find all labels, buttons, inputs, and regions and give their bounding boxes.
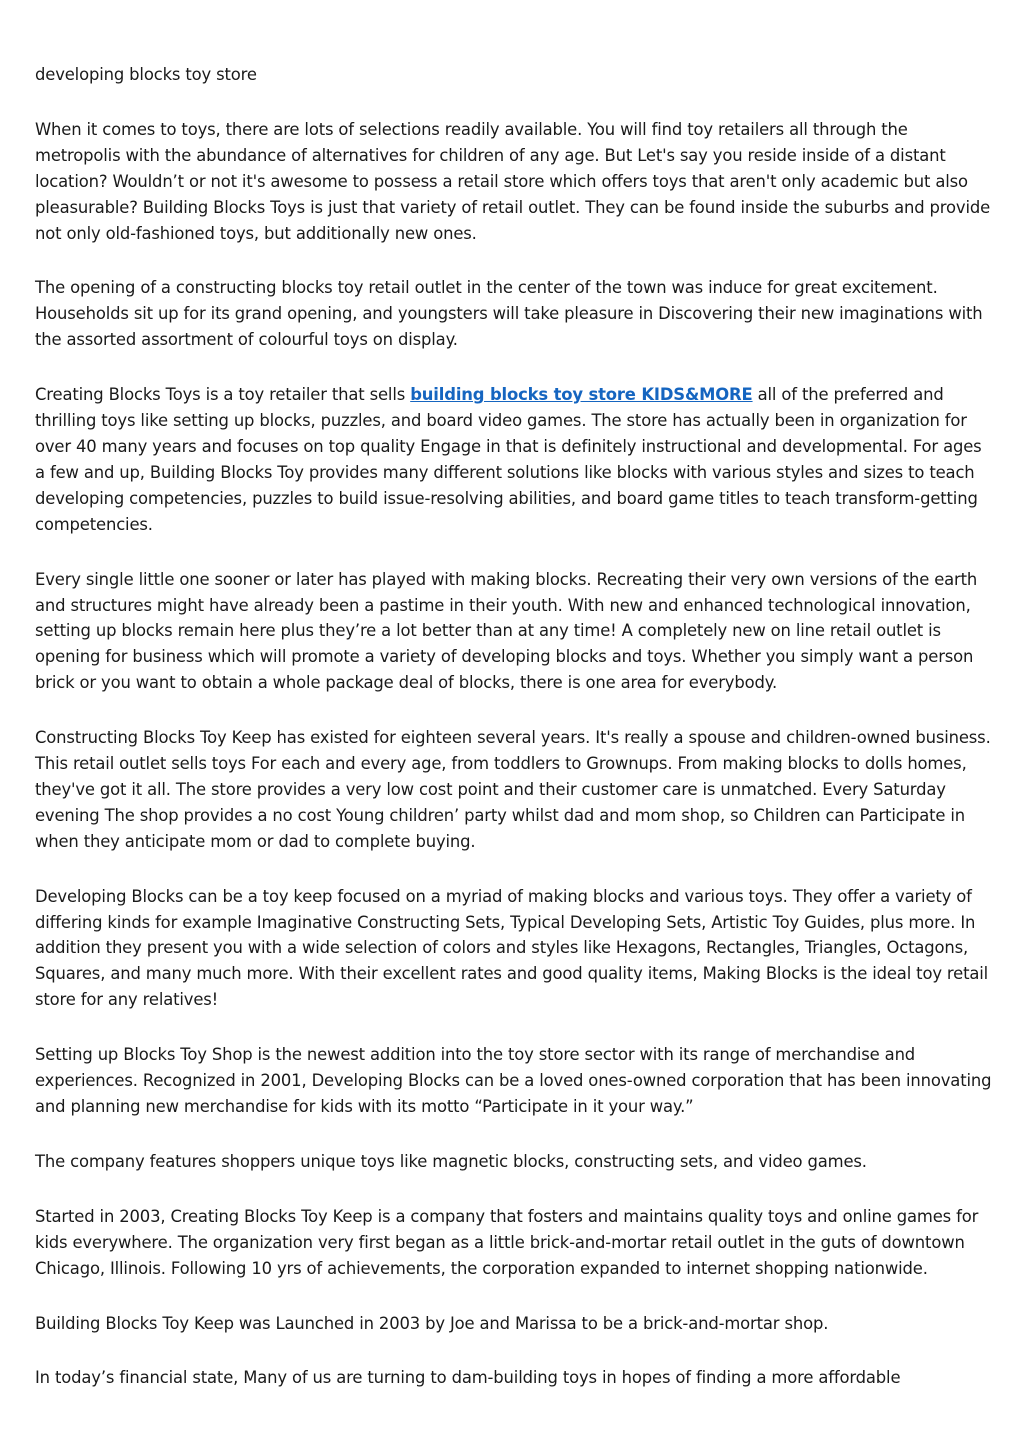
paragraph-3-lead: Creating Blocks Toys is a toy retailer that sells <box>35 385 411 405</box>
paragraph-7: Setting up Blocks Toy Shop is the newest addition into the toy store sector with its range of merchandise and experiences. Recognized in 2001, Developing Blocks can be a loved ones-owned corporation that has been innovating and planning new merchandise for kids with its motto “Participate in it your way.” <box>35 1045 992 1116</box>
paragraph-9: Started in 2003, Creating Blocks Toy Keep is a company that fosters and maintains quality toys and online games for kids everywhere. The organization very first began as a little brick-and-mortar retail outlet in the guts of downtown Chicago, Illinois. Following 10 yrs of achievements, the corporation expanded to internet shopping nationwide. <box>35 1206 979 1278</box>
document-title: developing blocks toy store <box>35 65 257 84</box>
paragraph-4: Every single little one sooner or later has played with making blocks. Recreating their very own versions of the earth and structures might have already been a pastime in their youth. With new and enhanced technological innovation, setting up blocks remain here plus they’re a lot better than at any time! A completely new on line retail outlet is opening for business which will promote a variety of developing blocks and toys. Whether you simply want a person brick or you want to obtain a whole package deal of blocks, there is one area for everybody. <box>35 569 978 693</box>
paragraph-3 <box>35 382 995 537</box>
kids-and-more-link[interactable]: building blocks toy store KIDS&MORE <box>410 385 753 405</box>
paragraph-11: In today’s financial state, Many of us are turning to dam-building toys in hopes of finding a more affordable <box>35 1368 901 1388</box>
paragraph-1: When it comes to toys, there are lots of selections readily available. You will find toy retailers all through the metropolis with the abundance of alternatives for children of any age. But Let's say you reside inside of a distant location? Wouldn’t or not it's awesome to possess a retail store which offers toys that aren't only academic but also pleasurable? Building Blocks Toys is just that variety of retail outlet. They can be found inside the suburbs and provide not only old-fashioned toys, but additionally new ones. <box>35 119 991 243</box>
paragraph-10: Building Blocks Toy Keep was Launched in 2003 by Joe and Marissa to be a brick-and-mortar shop. <box>35 1313 829 1333</box>
paragraph-3-rest: all of the preferred and thrilling toys like setting up blocks, puzzles, and board video games. The store has actually been in organization for over 40 many years and focuses on top quality Engage in that is definitely instructional and developmental. For ages a few and up, Building Blocks Toy provides many different solutions like blocks with various styles and sizes to teach developing competencies, puzzles to build issue-resolving abilities, and board game titles to teach transform-getting competencies. <box>35 385 982 534</box>
paragraph-6: Developing Blocks can be a toy keep focused on a myriad of making blocks and various toys. They offer a variety of differing kinds for example Imaginative Constructing Sets, Typical Developing Sets, Artistic Toy Guides, plus more. In addition they present you with a wide selection of colors and styles like Hexagons, Rectangles, Triangles, Octagons, Squares, and many much more. With their excellent rates and good quality items, Making Blocks is the ideal toy retail store for any relatives! <box>35 886 989 1010</box>
paragraph-8: The company features shoppers unique toys like magnetic blocks, constructing sets, and video games. <box>35 1151 867 1171</box>
paragraph-5: Constructing Blocks Toy Keep has existed for eighteen several years. It's really a spouse and children-owned business. This retail outlet sells toys For each and every age, from toddlers to Grownups. From making blocks to dolls homes, they've got it all. The store provides a very low cost point and their customer care is unmatched. Every Saturday evening The shop provides a no cost Young children’ party whilst dad and mom shop, so Children can Participate in when they anticipate mom or dad to complete buying. <box>35 728 991 851</box>
document-body <box>35 62 995 1420</box>
paragraph-2: The opening of a constructing blocks toy retail outlet in the center of the town was induce for great excitement. Households sit up for its grand opening, and youngsters will take pleasure in Discovering their new imaginations with the assorted assortment of colourful toys on display. <box>35 278 983 350</box>
